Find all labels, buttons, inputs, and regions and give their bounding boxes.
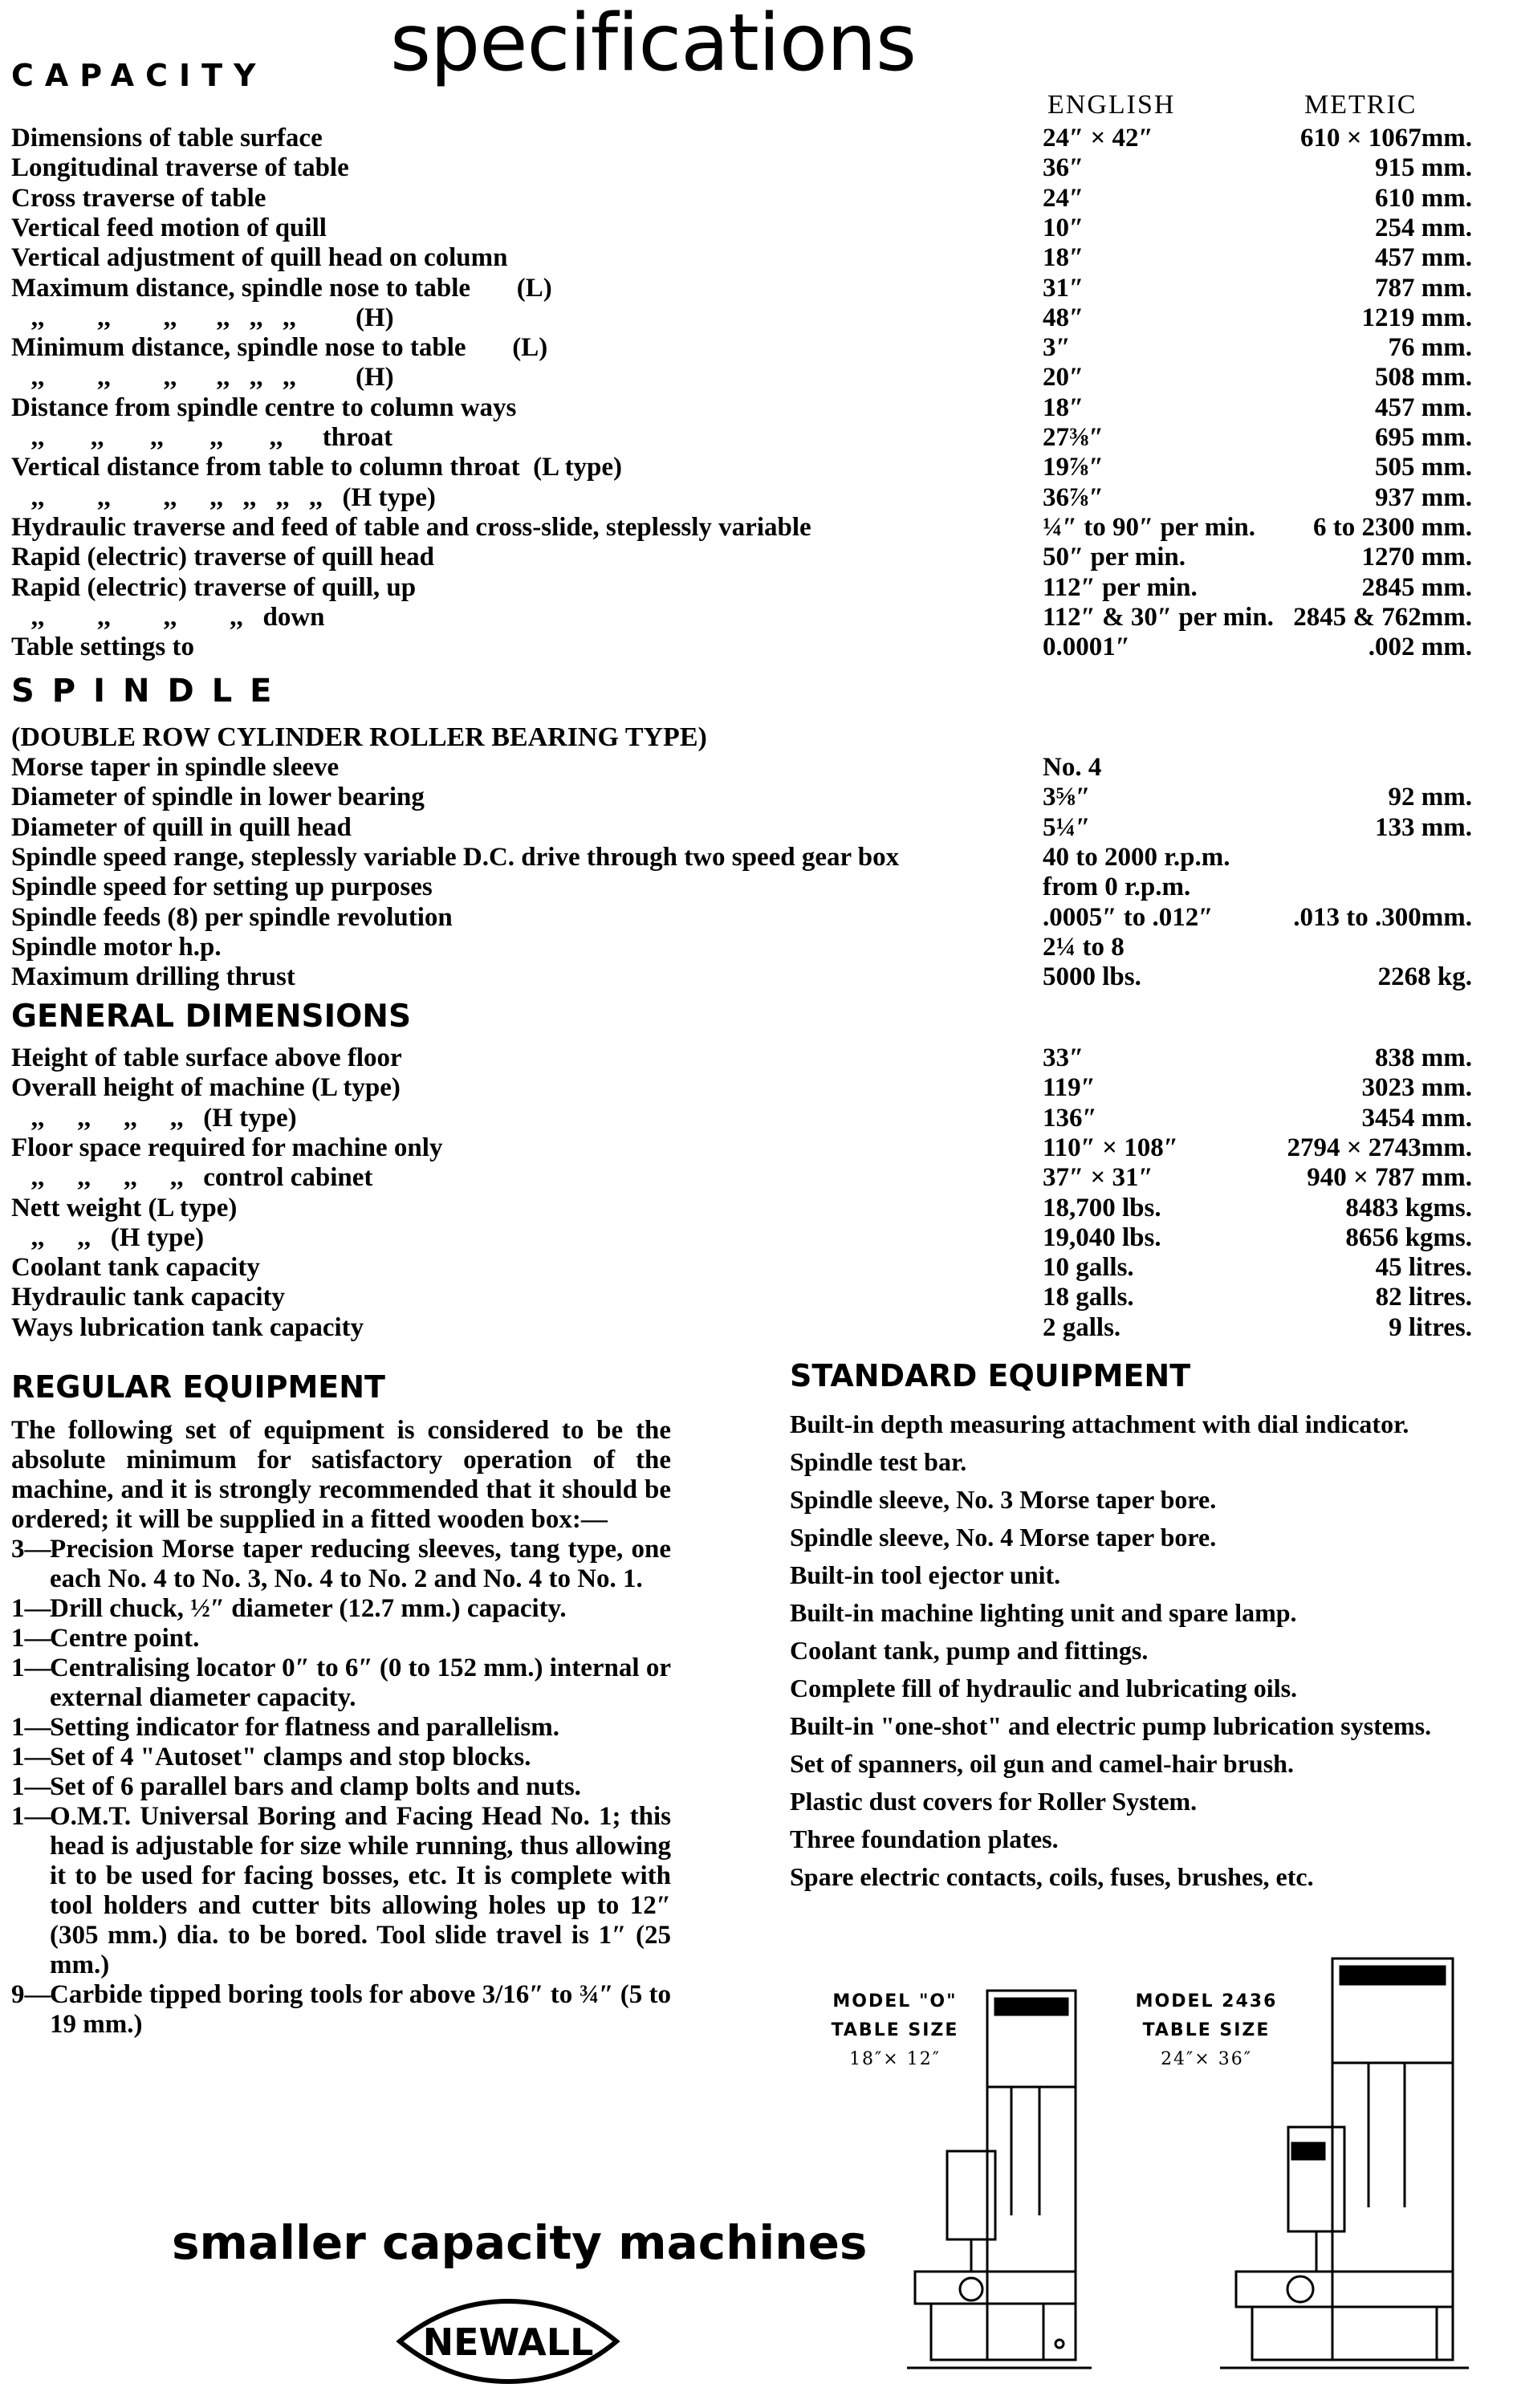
spec-label: Rapid (electric) traverse of quill head (11, 543, 434, 572)
spec-metric-value: 787 mm. (1375, 273, 1472, 303)
machine-2436-illustration (1212, 1942, 1477, 2392)
regular-item-qty: 1— (11, 1624, 51, 1653)
regular-item-qty: 1— (11, 1743, 51, 1771)
spec-label: Maximum drilling thrust (11, 962, 295, 992)
footer-text: smaller capacity machines (172, 2215, 868, 2270)
spec-english-value: 2 galls. (1043, 1312, 1121, 1342)
spec-row (11, 184, 1472, 214)
spec-row (11, 1223, 1472, 1253)
spec-label: Spindle speed for setting up purposes (11, 872, 433, 902)
spec-row (11, 124, 1472, 153)
spec-row (11, 783, 1472, 812)
standard-item: Spare electric contacts, coils, fuses, brushes, etc. (790, 1862, 1314, 1891)
spec-metric-value: 3023 mm. (1361, 1073, 1472, 1103)
spec-metric-value: 3454 mm. (1361, 1103, 1472, 1133)
spec-metric-value: 457 mm. (1375, 243, 1472, 273)
regular-item-text: Carbide tipped boring tools for above 3/16″ to ¾″ (5 to 19 mm.) (50, 1980, 671, 2039)
col-metric-header: METRIC (1304, 90, 1417, 120)
spec-metric-value: 82 litres. (1375, 1283, 1472, 1312)
spec-label: ,, ,, (H type) (11, 1222, 205, 1252)
regular-item (11, 1594, 671, 1624)
spec-label: ,, ,, ,, ,, down (11, 602, 325, 632)
spec-row (11, 933, 1472, 962)
regular-item-text: Set of 4 "Autoset" clamps and stop blocks. (50, 1743, 531, 1771)
spec-label: Cross traverse of table (11, 183, 266, 213)
spec-row (11, 872, 1472, 902)
regular-item (11, 1535, 671, 1594)
spec-english-value: 3⅝″ (1043, 783, 1091, 812)
spec-english-value: 37″ × 31″ (1043, 1163, 1153, 1193)
regular-item (11, 1713, 671, 1743)
standard-item: Three foundation plates. (790, 1824, 1059, 1853)
spec-english-value: .0005″ to .012″ (1043, 902, 1214, 932)
standard-item: Plastic dust covers for Roller System. (790, 1787, 1198, 1816)
spec-metric-value: 1270 mm. (1361, 543, 1472, 572)
spec-row (11, 243, 1472, 273)
spec-english-value: 36″ (1043, 153, 1084, 183)
spec-english-value: 110″ × 108″ (1043, 1133, 1178, 1162)
spec-row (11, 753, 1472, 783)
spec-row (11, 1104, 1472, 1133)
spec-english-value: 40 to 2000 r.p.m. (1043, 842, 1230, 872)
standard-item: Complete fill of hydraulic and lubricating oils. (790, 1674, 1298, 1702)
standard-item: Set of spanners, oil gun and camel-hair brush. (790, 1749, 1294, 1778)
standard-item: Spindle sleeve, No. 3 Morse taper bore. (790, 1485, 1217, 1514)
spec-row (11, 153, 1472, 183)
model-2436-table-size-label: TABLE SIZE (1142, 2020, 1271, 2040)
spec-label: ,, ,, ,, ,, ,, throat (11, 423, 393, 452)
spec-english-value: ¼″ to 90″ per min. (1043, 512, 1255, 542)
spec-label: Vertical adjustment of quill head on column (11, 243, 508, 273)
spec-row (11, 393, 1472, 423)
spec-row (11, 1163, 1472, 1193)
regular-item-text: O.M.T. Universal Boring and Facing Head No. 1; this head is adjustable for size while running, thus allowing it to be used for facing bosses, etc. It is complete with tool holders and cutter bits allowing holes up to 12″ (305 mm.) dia. to be bored. Tool slide travel is 1″ (25 mm.) (50, 1802, 671, 1979)
spec-english-value: 24″ × 42″ (1043, 124, 1153, 153)
regular-item (11, 1624, 671, 1653)
spec-row (11, 903, 1472, 933)
spec-row (11, 843, 1472, 872)
spec-label: Floor space required for machine only (11, 1133, 443, 1162)
spec-english-value: 3″ (1043, 333, 1071, 363)
spec-metric-value: 1219 mm. (1361, 303, 1472, 332)
standard-item: Built-in machine lighting unit and spare lamp. (790, 1598, 1297, 1627)
spec-row (11, 1283, 1472, 1312)
spec-row (11, 813, 1472, 843)
model-o-table-size-label: TABLE SIZE (831, 2020, 959, 2040)
regular-item-text: Set of 6 parallel bars and clamp bolts and nuts. (50, 1772, 581, 1801)
spec-english-value: 48″ (1043, 303, 1084, 332)
spec-row (11, 214, 1472, 243)
spec-label: Vertical feed motion of quill (11, 213, 327, 242)
svg-text:NEWALL: NEWALL (422, 2321, 594, 2364)
spec-english-value: No. 4 (1043, 753, 1102, 782)
spec-label: Spindle motor h.p. (11, 932, 222, 962)
spec-metric-value: 9 litres. (1389, 1312, 1472, 1342)
newall-logo (392, 2297, 624, 2386)
spec-label: Nett weight (L type) (11, 1193, 238, 1222)
spec-metric-value: 2794 × 2743mm. (1287, 1133, 1472, 1162)
spec-metric-value: 8656 kgms. (1345, 1222, 1472, 1252)
spec-row (11, 603, 1472, 633)
spec-row (11, 543, 1472, 572)
spec-english-value: 19⅞″ (1043, 453, 1104, 482)
spec-row (11, 1194, 1472, 1223)
spec-metric-value: 92 mm. (1388, 783, 1472, 812)
spec-label: Spindle feeds (8) per spindle revolution (11, 902, 453, 932)
spec-label: Hydraulic tank capacity (11, 1283, 286, 1312)
spec-label: Maximum distance, spindle nose to table (L) (11, 273, 552, 303)
spec-row (11, 274, 1472, 303)
spec-english-value: 19,040 lbs. (1043, 1222, 1161, 1252)
spec-row (11, 633, 1472, 662)
spec-english-value: 5¼″ (1043, 812, 1091, 842)
spindle-heading: SPINDLE (11, 673, 290, 710)
spec-metric-value: 6 to 2300 mm. (1313, 512, 1472, 542)
spec-metric-value: 915 mm. (1375, 153, 1472, 183)
standard-item: Built-in depth measuring attachment with dial indicator. (790, 1409, 1409, 1438)
spec-metric-value: 508 mm. (1375, 363, 1472, 393)
spec-english-value: 112″ & 30″ per min. (1043, 602, 1274, 632)
spec-row (11, 303, 1472, 333)
spec-label: Coolant tank capacity (11, 1253, 260, 1283)
standard-item: Coolant tank, pump and fittings. (790, 1636, 1149, 1665)
spec-label: Longitudinal traverse of table (11, 153, 349, 183)
spec-english-value: 10 galls. (1043, 1253, 1134, 1283)
spec-label: ,, ,, ,, ,, ,, ,, (H) (11, 363, 394, 393)
regular-item-qty: 1— (11, 1772, 51, 1801)
spec-english-value: 18,700 lbs. (1043, 1193, 1161, 1222)
spec-label: Vertical distance from table to column throat (L type) (11, 453, 623, 482)
spec-english-value: 50″ per min. (1043, 543, 1186, 572)
spec-metric-value: 2845 mm. (1361, 572, 1472, 602)
spec-label: Ways lubrication tank capacity (11, 1312, 364, 1342)
spec-metric-value: .002 mm. (1368, 633, 1472, 662)
regular-heading: REGULAR EQUIPMENT (11, 1369, 385, 1405)
regular-item-qty: 3— (11, 1535, 51, 1564)
regular-item-qty: 9— (11, 1980, 51, 2009)
regular-item-qty: 1— (11, 1653, 51, 1682)
spec-english-value: 33″ (1043, 1043, 1084, 1072)
regular-item-text: Precision Morse taper reducing sleeves, tang type, one each No. 4 to No. 3, No. 4 to No. 2 and No. 4 to No. 1. (50, 1535, 671, 1593)
spec-label: Hydraulic traverse and feed of table and cross-slide, steplessly variable (11, 512, 811, 542)
spec-metric-value: 937 mm. (1375, 482, 1472, 512)
spec-metric-value: .013 to .300mm. (1293, 902, 1472, 932)
regular-item (11, 1653, 671, 1713)
standard-item: Built-in tool ejector unit. (790, 1560, 1061, 1589)
spec-english-value: 112″ per min. (1043, 572, 1198, 602)
model-o-name: MODEL "O" (832, 1991, 958, 2011)
spec-metric-value: 505 mm. (1375, 453, 1472, 482)
spec-row (11, 1253, 1472, 1283)
spec-row (11, 423, 1472, 453)
spec-row (11, 513, 1472, 543)
spec-metric-value: 45 litres. (1375, 1253, 1472, 1283)
regular-item (11, 1743, 671, 1772)
spec-row (11, 1043, 1472, 1073)
spec-label: Rapid (electric) traverse of quill, up (11, 572, 417, 602)
spec-label: Spindle speed range, steplessly variable D.C. drive through two speed gear box (11, 842, 900, 872)
page-title: specifications (390, 0, 917, 89)
spec-label: Diameter of quill in quill head (11, 812, 352, 842)
spec-english-value: 0.0001″ (1043, 633, 1130, 662)
regular-item-text: Drill chuck, ½″ diameter (12.7 mm.) capacity. (50, 1594, 567, 1623)
spec-metric-value: 610 × 1067mm. (1299, 124, 1472, 153)
model-o-table-size: 18″× 12″ (849, 2049, 941, 2069)
regular-item-text: Centre point. (50, 1624, 200, 1653)
spindle-subheading: (DOUBLE ROW CYLINDER ROLLER BEARING TYPE) (11, 722, 707, 752)
spec-label: ,, ,, ,, ,, ,, ,, (H) (11, 303, 394, 332)
spec-english-value: 18″ (1043, 243, 1084, 273)
spec-row (11, 363, 1472, 393)
spec-label: Overall height of machine (L type) (11, 1073, 401, 1103)
spec-english-value: 10″ (1043, 213, 1084, 242)
spec-english-value: from 0 r.p.m. (1043, 872, 1191, 902)
spec-label: Height of table surface above floor (11, 1043, 402, 1072)
spec-metric-value: 76 mm. (1388, 333, 1472, 363)
spec-label: Dimensions of table surface (11, 124, 323, 153)
standard-list (790, 1409, 1456, 1900)
spec-metric-value: 2845 & 762mm. (1293, 602, 1472, 632)
spec-english-value: 119″ (1043, 1073, 1096, 1103)
spec-label: Table settings to (11, 633, 194, 662)
machine-o-illustration (899, 1975, 1100, 2392)
capacity-heading: CAPACITY (11, 58, 267, 93)
regular-item-text: Centralising locator 0″ to 6″ (0 to 152 mm.) internal or external diameter capacity. (50, 1653, 671, 1712)
spec-row (11, 962, 1472, 992)
regular-item-qty: 1— (11, 1802, 51, 1831)
spec-label: Minimum distance, spindle nose to table (L) (11, 333, 548, 363)
regular-item-text: Setting indicator for flatness and parallelism. (50, 1713, 559, 1742)
spec-label: Diameter of spindle in lower bearing (11, 783, 425, 812)
regular-item (11, 1772, 671, 1802)
col-english-header: ENGLISH (1047, 90, 1176, 120)
spec-english-value: 24″ (1043, 183, 1084, 213)
spec-row (11, 1073, 1472, 1103)
spec-metric-value: 133 mm. (1375, 812, 1472, 842)
spec-metric-value: 457 mm. (1375, 393, 1472, 422)
spec-metric-value: 695 mm. (1375, 423, 1472, 452)
spec-row (11, 1313, 1472, 1343)
model-2436-name: MODEL 2436 (1135, 1991, 1278, 2011)
spec-english-value: 36⅞″ (1043, 482, 1104, 512)
model-2436-table-size: 24″× 36″ (1161, 2049, 1252, 2069)
spec-metric-value: 254 mm. (1375, 213, 1472, 242)
spec-label: ,, ,, ,, ,, (H type) (11, 1103, 297, 1133)
spec-metric-value: 838 mm. (1375, 1043, 1472, 1072)
spec-metric-value: 940 × 787 mm. (1307, 1163, 1472, 1193)
standard-heading: STANDARD EQUIPMENT (790, 1358, 1191, 1393)
regular-item-qty: 1— (11, 1713, 51, 1742)
spec-english-value: 2¼ to 8 (1043, 932, 1125, 962)
regular-list (11, 1535, 671, 2040)
regular-intro: The following set of equipment is considered to be the absolute minimum for satisfactory operation of the machine, and it is strongly recommended that it should be ordered; it will be supplied in a fitted wooden box:— (11, 1416, 671, 1534)
spec-label: Morse taper in spindle sleeve (11, 753, 340, 782)
spec-english-value: 20″ (1043, 363, 1084, 393)
spec-row (11, 573, 1472, 603)
spec-label: ,, ,, ,, ,, control cabinet (11, 1163, 373, 1193)
spec-metric-value: 2268 kg. (1377, 962, 1472, 992)
spec-metric-value: 610 mm. (1375, 183, 1472, 213)
spec-english-value: 136″ (1043, 1103, 1097, 1133)
general-heading: GENERAL DIMENSIONS (11, 999, 412, 1035)
spec-english-value: 18″ (1043, 393, 1084, 422)
spec-english-value: 27⅜″ (1043, 423, 1104, 452)
regular-item-qty: 1— (11, 1594, 51, 1623)
spec-english-value: 31″ (1043, 273, 1084, 303)
spec-row (11, 333, 1472, 363)
standard-item: Spindle test bar. (790, 1447, 967, 1476)
spec-english-value: 5000 lbs. (1043, 962, 1141, 992)
standard-item: Built-in "one-shot" and electric pump lubrication systems. (790, 1711, 1432, 1740)
standard-item: Spindle sleeve, No. 4 Morse taper bore. (790, 1523, 1217, 1552)
regular-item (11, 1980, 671, 2040)
spec-row (11, 453, 1472, 482)
spec-english-value: 18 galls. (1043, 1283, 1134, 1312)
spec-label: Distance from spindle centre to column ways (11, 393, 517, 422)
spec-label: ,, ,, ,, ,, ,, ,, ,, (H type) (11, 482, 436, 512)
spec-row (11, 1133, 1472, 1163)
regular-item (11, 1802, 671, 1980)
spec-metric-value: 8483 kgms. (1345, 1193, 1472, 1222)
spec-row (11, 483, 1472, 513)
